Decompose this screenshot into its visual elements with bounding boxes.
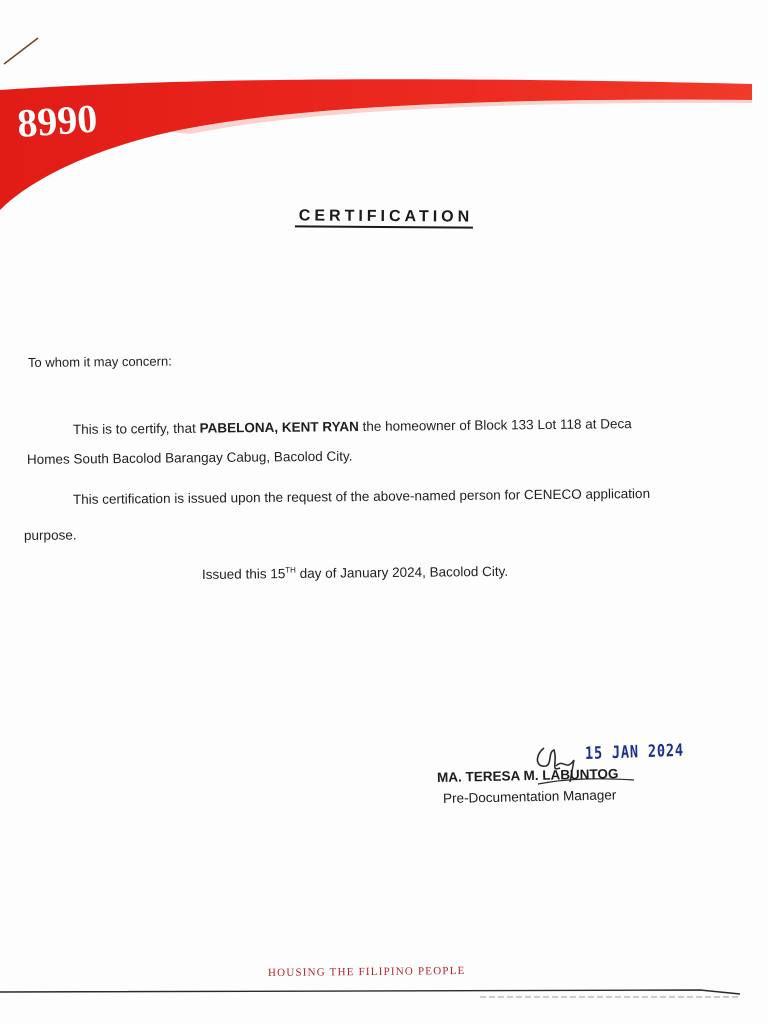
letterhead-banner [0,0,768,230]
footer-tagline: HOUSING THE FILIPINO PEOPLE [267,964,466,980]
paragraph-1-line-2: Homes South Bacolod Barangay Cabug, Bacolod City. [26,448,353,467]
salutation: To whom it may concern: [27,353,172,370]
signatory-title: Pre-Documentation Manager [442,787,617,806]
paragraph-2-line-1: This certification is issued upon the request of the above-named person for CENECO application [72,485,651,507]
signatory-name: MA. TERESA M. LABUNTOG [436,766,619,785]
paragraph-1-prefix: This is to certify, that [72,420,200,437]
issued-date-line [202,564,508,582]
issued-superscript: TH [285,565,296,575]
received-date-stamp: 15 JAN 2024 [584,740,685,764]
paragraph-1-line-1 [73,416,632,437]
issued-suffix: day of January 2024, Bacolod City. [295,563,509,582]
homeowner-name: PABELONA, KENT RYAN [199,419,359,436]
issued-prefix: Issued this 15 [201,566,286,582]
footer-rule [0,980,768,1010]
paragraph-2-line-2: purpose. [23,527,77,543]
paragraph-1-suffix: the homeowner of Block 133 Lot 118 at Deca [358,416,632,435]
company-logo: 8990 [15,95,99,147]
document-title-text: CERTIFICATION [295,207,473,228]
